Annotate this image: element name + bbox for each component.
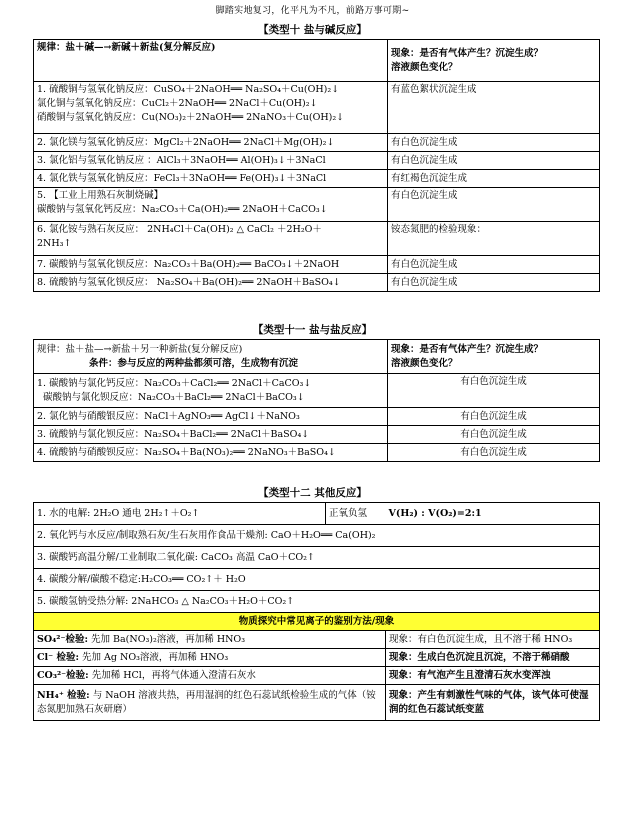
table-row: 6. 氯化铵与熟石灰反应： 2NH₄Cl＋Ca(OH)₂ △ CaCl₂ ＋2H₂O＋ 2NH₃↑ 铵态氮肥的检验现象： [34, 222, 600, 256]
table-row: 5. 【工业上用熟石灰制烧碱】 碳酸钠与氢氧化钙反应：Na₂CO₃＋Ca(OH)₂══ 2NaOH＋CaCO₃↓ 有白色沉淀生成 [34, 188, 600, 222]
table-row: Cl⁻ 检验: 先加 Ag NO₃溶液，再加稀 HNO₃ 现象：生成白色沉淀且沉淀，不溶于稀硝酸 [34, 649, 600, 667]
obs-header: 现象：是否有气体产生？沉淀生成？ 溶液颜色变化？ [388, 40, 600, 82]
table-row: 2. 氧化钙与水反应/制取熟石灰/生石灰用作食品干燥剂: CaO＋H₂O══ Ca(OH)₂ [34, 525, 600, 547]
table-row: 2. 氯化镁与氢氧化钠反应：MgCl₂＋2NaOH══ 2NaCl＋Mg(OH)₂↓ 有白色沉淀生成 [34, 134, 600, 152]
table-row: 2. 氯化钠与硝酸银反应：NaCl＋AgNO₃══ AgCl↓＋NaNO₃ 有白色沉淀生成 [34, 408, 600, 426]
table-row: 3. 硫酸钠与氯化钡反应：Na₂SO₄＋BaCl₂══ 2NaCl＋BaSO₄↓ 有白色沉淀生成 [34, 426, 600, 444]
section-11-table [33, 339, 600, 462]
table-row: 1. 水的电解: 2H₂O 通电 2H₂↑＋O₂↑ 正氧负氢 V(H₂) : V(O₂)=2:1 [34, 503, 600, 525]
table-row: SO₄²⁻检验: 先加 Ba(NO₃)₂溶液，再加稀 HNO₃ 现象：有白色沉淀生成，且不溶于稀 HNO₃ [34, 631, 600, 649]
table-row: NH₄⁺ 检验: 与 NaOH 溶液共热，再用湿润的红色石蕊试纸检验生成的气体（铵态氮肥加熟石灰研磨） 现象：产生有刺激性气味的气体，该气体可使湿润的红色石蕊试纸变蓝 [34, 685, 600, 721]
obs-header: 现象：是否有气体产生？沉淀生成？ 溶液颜色变化？ [388, 340, 600, 374]
rule-cell: 规律：盐＋碱—→新碱＋新盐(复分解反应) [34, 40, 388, 82]
rule-cell: 规律：盐＋盐—→新盐＋另一种新盐(复分解反应) 条件：参与反应的两种盐都须可溶，生成物有沉淀 [34, 340, 388, 374]
table-row: 1. 硫酸铜与氢氧化钠反应：CuSO₄＋2NaOH══ Na₂SO₄＋Cu(OH)₂↓ 氯化铜与氢氧化钠反应：CuCl₂＋2NaOH══ 2NaCl＋Cu(OH)₂↓ 硝酸铜与氢氧化钠反应：Cu(NO₃)₂＋2NaOH══ 2NaNO₃＋Cu(OH)₂↓ 有蓝色絮状沉淀生成 [34, 82, 600, 134]
table-row: 4. 碳酸分解/碳酸不稳定:H₂CO₃══ CO₂↑＋ H₂O [34, 569, 600, 591]
table-row: 7. 碳酸钠与氢氧化钡反应：Na₂CO₃＋Ba(OH)₂══ BaCO₃↓＋2NaOH 有白色沉淀生成 [34, 256, 600, 274]
table-row: CO₃²⁻检验: 先加稀 HCl，再将气体通入澄清石灰水 现象：有气泡产生且澄清石灰水变浑浊 [34, 667, 600, 685]
section-10-table [33, 39, 600, 292]
page-header: 脚踏实地复习，化平凡为不凡，前路万事可期~ [215, 6, 410, 16]
section-10-title: 【类型十 盐与碱反应】 [258, 24, 367, 36]
section-12-title: 【类型十二 其他反应】 [258, 487, 367, 499]
table-row: 3. 氯化铝与氢氧化钠反应 ：AlCl₃＋3NaOH══ Al(OH)₃↓＋3NaCl 有白色沉淀生成 [34, 152, 600, 170]
table-row: 1. 碳酸钠与氯化钙反应：Na₂CO₃＋CaCl₂══ 2NaCl＋CaCO₃↓ 碳酸钠与氯化钡反应：Na₂CO₃＋BaCl₂══ 2NaCl＋BaCO₃↓ 有白色沉淀生成 [34, 374, 600, 408]
table-row: 4. 硫酸钠与硝酸钡反应：Na₂SO₄＋Ba(NO₃)₂══ 2NaNO₃＋BaSO₄↓ 有白色沉淀生成 [34, 444, 600, 462]
table-row: 4. 氯化铁与氢氧化钠反应：FeCl₃＋3NaOH══ Fe(OH)₃↓＋3NaCl 有红褐色沉淀生成 [34, 170, 600, 188]
table-row: 5. 碳酸氢钠受热分解: 2NaHCO₃ △ Na₂CO₃＋H₂O＋CO₂↑ [34, 591, 600, 613]
table-row: 8. 硫酸钠与氢氧化钡反应： Na₂SO₄＋Ba(OH)₂══ 2NaOH＋BaSO₄↓ 有白色沉淀生成 [34, 274, 600, 292]
section-11-title: 【类型十一 盐与盐反应】 [252, 324, 373, 336]
table-row: 3. 碳酸钙高温分解/工业制取二氧化碳: CaCO₃ 高温 CaO＋CO₂↑ [34, 547, 600, 569]
section-12-table [33, 502, 600, 721]
highlight-row: 物质探究中常见离子的鉴别方法/现象 [34, 613, 600, 631]
